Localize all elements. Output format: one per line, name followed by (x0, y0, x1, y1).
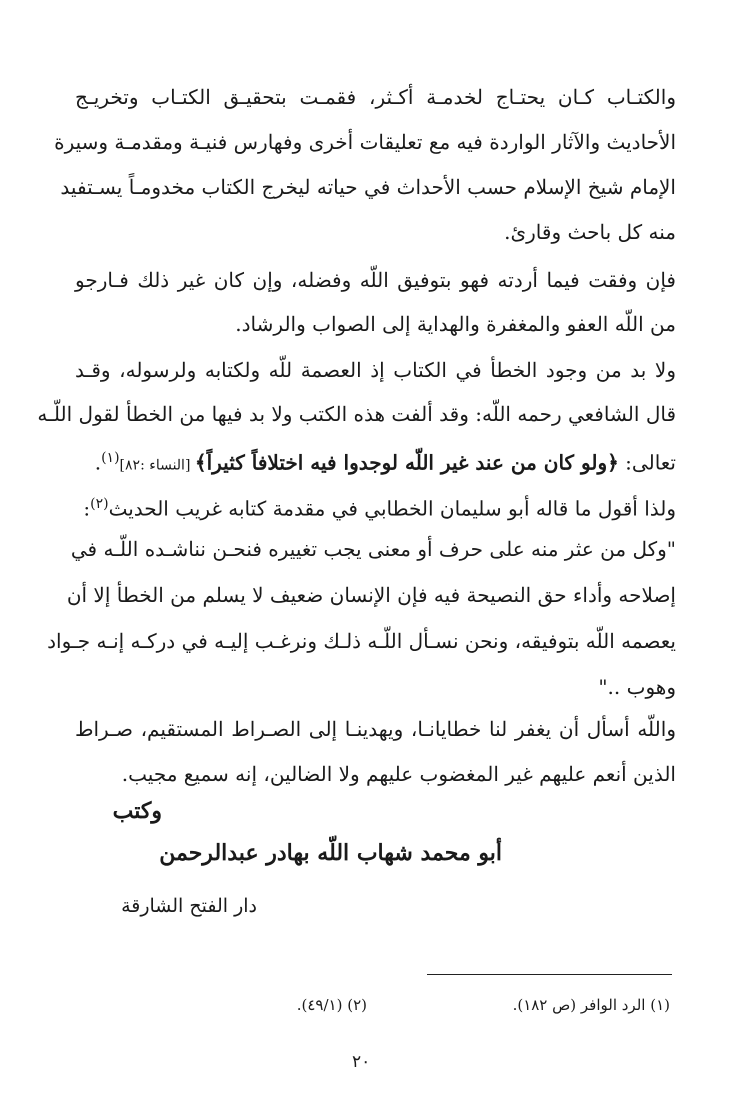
footnote-1: (١) الرد الوافر (ص ١٨٢). (512, 996, 670, 1014)
paragraph-4-line-1 (75, 482, 676, 531)
paragraph-2-line-1: فإن وفقت فيما أردته فهو بتوفيق اللّه وفضله، وإن كان غير ذلك فـارجو (75, 268, 676, 292)
signature-author: أبو محمد شهاب اللّه بهادر عبدالرحمن (159, 840, 502, 866)
colon: : (83, 496, 91, 521)
paragraph-5-line-1: واللّه أسأل أن يغفر لنا خطايانـا، ويهدينـا إلى الصـراط المستقيم، صـراط (75, 717, 676, 741)
signature-place: دار الفتح الشارقة (121, 895, 257, 917)
footnote-2: (٢) (٤٩/١). (296, 996, 367, 1014)
quote-line-4: وهوب .." (598, 675, 676, 699)
paragraph-3-line-1: ولا بد من وجود الخطأ في الكتاب إذ العصمة للّه ولكتابه ولرسوله، وقـد (75, 358, 676, 382)
paragraph-4-intro: ولذا أقول ما قاله أبو سليمان الخطابي في مقدمة كتابه غريب الحديث (108, 496, 676, 521)
footnote-ref-2: (٢) (90, 496, 109, 512)
quote-intro: تعالى: (618, 450, 676, 475)
page-number: ٢٠ (352, 1052, 371, 1072)
quote-line-1: "وكل من عثر منه على حرف أو معنى يجب تغييره فنحـن نناشـده اللّـه في (70, 537, 676, 561)
verse-reference: [النساء :٨٢] (119, 457, 195, 474)
paragraph-1-line-3: الإمام شيخ الإسلام حسب الأحداث في حياته ليخرج الكتاب مخدومـاً يسـتفيد (60, 175, 676, 199)
footnote-ref-1: (١) (101, 450, 120, 466)
footnote-separator (427, 974, 672, 975)
paragraph-5-line-2: الذين أنعم عليهم غير المغضوب عليهم ولا الضالين، إنه سميع مجيب. (121, 762, 676, 786)
paragraph-3-line-2: قال الشافعي رحمه اللّه: وقد ألفت هذه الكتب ولا بد فيها من الخطأ لقول اللّـه (37, 402, 676, 426)
quote-line-3: يعصمه اللّه بتوفيقه، ونحن نسـأل اللّـه ذلـك ونرغـب إليـه في دركـه إنـه جـواد (47, 629, 676, 653)
paragraph-1-line-1: والكتـاب كـان يحتـاج لخدمـة أكـثر، فقمـت بتحقيـق الكتـاب وتخريـج (75, 85, 676, 109)
sentence-end: . (94, 450, 102, 475)
paragraph-1-line-4: منه كل باحث وقارئ. (504, 220, 676, 244)
quote-line-2: إصلاحه وأداء حق النصيحة فيه فإن الإنسان ضعيف لا يسلم من الخطأ إلا أن (66, 583, 676, 607)
paragraph-2-line-2: من اللّه العفو والمغفرة والهداية إلى الصواب والرشاد. (235, 312, 676, 336)
paragraph-1-line-2: الأحاديث والآثار الواردة فيه مع تعليقات أخرى وفهارس فنيـة ومقدمـة وسيرة (54, 130, 676, 154)
signature-wrote: وكتب (112, 798, 162, 824)
quran-verse: ﴿ولو كان من عند غير اللّه لوجدوا فيه اختلافاً كثيراً﴾ (194, 450, 619, 475)
paragraph-3-line-3 (75, 436, 676, 488)
